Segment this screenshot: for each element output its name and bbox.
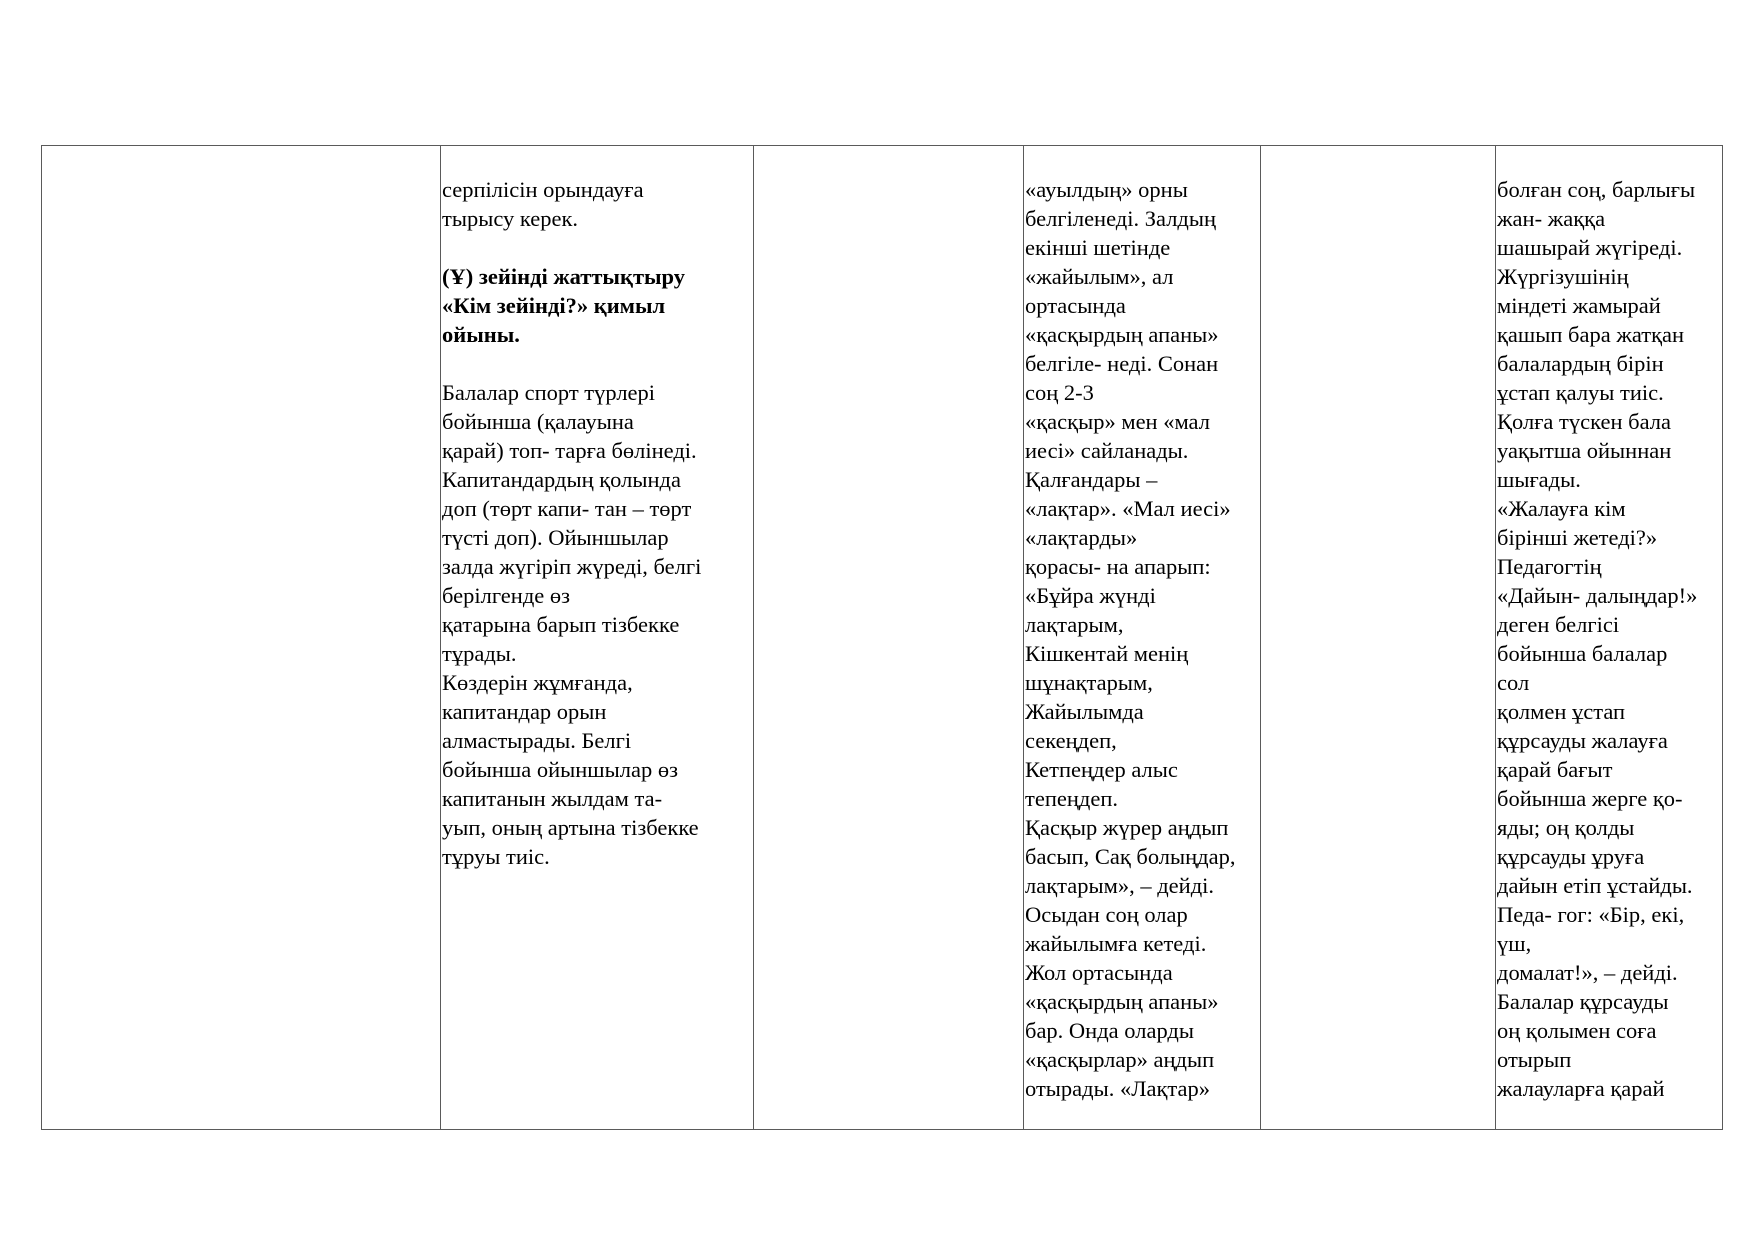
column-divider-4 — [1260, 146, 1261, 1129]
table-cell-col4 — [1025, 146, 1259, 1132]
table-cell-col2 — [442, 146, 750, 900]
document-table — [41, 145, 1723, 1130]
column-divider-2 — [753, 146, 754, 1129]
game-description: болған соң, барлығы жан- жаққа шашырай жүгіреді. Жүргізушінің міндеті жамырай қашып бара жатқан балалардың бірін ұстап қалуы тиіс. Қолға түскен бала уақытша ойыннан шығады. «Жалауға кім бірінші жетеді?» Педагогтің «Дайын- далыңдар!» деген белгісі бойынша балалар сол қолмен ұстап құрсауды жалауға қарай бағыт бойынша жерге қо- яды; оң қолды құрсауды ұруға дайын етіп ұстайды. Педа- гог: «Бір, екі, үш, домалат!», – дейді. Балалар құрсауды оң қолымен соға отырып жалауларға қарай — [1497, 177, 1698, 1101]
column-divider-3 — [1023, 146, 1024, 1129]
game-heading: (Ұ) зейінді жаттықтыру «Кім зейінді?» қимыл ойыны. — [442, 264, 686, 347]
cell-intro-text: серпілісін орындауға тырысу керек. — [442, 177, 644, 231]
game-description: Балалар спорт түрлері бойынша (қалауына қарай) топ- тарға бөлінеді. Капитандардың қолында доп (төрт капи- тан – төрт түсті доп). Ойыншылар залда жүгіріп жүреді, белгі берілгенде өз қатарына барып тізбекке тұрады. Көздерін жұмғанда, капитандар орын алмастырады. Белгі бойынша ойыншылар өз капитанын жылдам та- уып, оның артына тізбекке тұруы тиіс. — [442, 380, 702, 869]
column-divider-5 — [1495, 146, 1496, 1129]
column-divider-1 — [440, 146, 441, 1129]
game-description: «ауылдың» орны белгіленеді. Залдың екінші шетінде «жайылым», ал ортасында «қасқырдың апаны» белгіле- неді. Сонан соң 2-3 «қасқыр» мен «мал иесі» сайланады. Қалғандары – «лақтар». «Мал иесі» «лақтарды» қорасы- на апарып: «Бұйра жүнді лақтарым, Кішкентай менің шұнақтарым, Жайылымда секеңдеп, Кетпеңдер алыс тепеңдеп. Қасқыр жүрер аңдып басып, Сақ болыңдар, лақтарым», – дейді. Осыдан соң олар жайылымға кетеді. Жол ортасында «қасқырдың апаны» бар. Онда оларды «қасқырлар» аңдып отырады. «Лақтар» — [1025, 177, 1236, 1101]
table-cell-col6 — [1497, 146, 1723, 1132]
